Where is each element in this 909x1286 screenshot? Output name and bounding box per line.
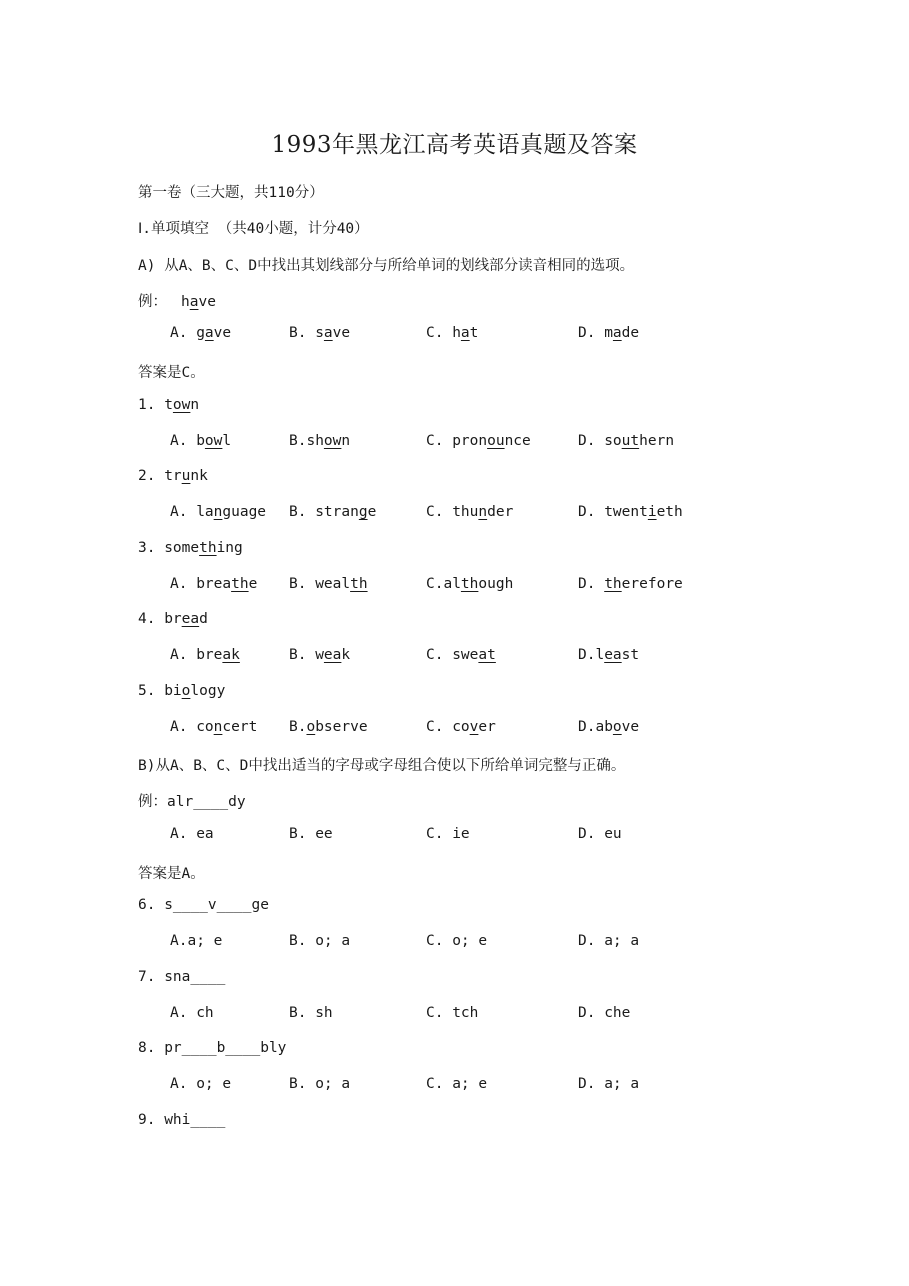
option-c: C. cover	[426, 719, 496, 735]
option-c: C. ie	[426, 826, 470, 842]
example-b-stem: 例：alr____dy	[138, 794, 246, 810]
question-7-options	[0, 1005, 909, 1025]
question-5-options	[0, 719, 909, 739]
option-c: C. o; e	[426, 933, 488, 949]
option-b: B. o; a	[289, 1076, 351, 1092]
option-c: C. pronounce	[426, 433, 531, 449]
option-b: B.observe	[289, 719, 368, 735]
option-d: D. therefore	[578, 576, 683, 592]
option-a: A. ch	[170, 1005, 214, 1021]
question-2-options	[0, 504, 909, 524]
option-b: B. strange	[289, 504, 377, 520]
option-d: D. eu	[578, 826, 622, 842]
option-a: A. breathe	[170, 576, 258, 592]
question-6-stem: 6. s____v____ge	[138, 897, 269, 913]
question-9-stem: 9. whi____	[138, 1112, 226, 1128]
option-d: D. southern	[578, 433, 675, 449]
question-8-options	[0, 1076, 909, 1096]
option-b: B.shown	[289, 433, 351, 449]
option-b: B. weak	[289, 647, 351, 663]
option-d: D.least	[578, 647, 640, 663]
example-a-answer: 答案是C。	[138, 365, 205, 381]
option-a: A. bowl	[170, 433, 232, 449]
question-3-stem: 3. something	[138, 540, 243, 556]
option-b: B. o; a	[289, 933, 351, 949]
question-6-options	[0, 933, 909, 953]
question-3-options	[0, 576, 909, 596]
option-b: B. wealth	[289, 576, 368, 592]
option-a: A. o; e	[170, 1076, 232, 1092]
example-b-options	[0, 826, 909, 846]
example-a-stem	[138, 290, 216, 311]
example-a-options	[0, 325, 909, 345]
option-a: A. break	[170, 647, 240, 663]
question-2-stem: 2. trunk	[138, 468, 208, 484]
option-a: A. language	[170, 504, 267, 520]
question-4-stem: 4. bread	[138, 611, 208, 627]
option-b: B. save	[289, 325, 351, 341]
option-a: A. gave	[170, 325, 232, 341]
page-title: 1993年黑龙江高考英语真题及答案	[271, 132, 638, 158]
option-c: C.although	[426, 576, 514, 592]
option-c: C. tch	[426, 1005, 479, 1021]
example-b-answer: 答案是A。	[138, 866, 205, 882]
option-c: C. thunder	[426, 504, 514, 520]
question-1-stem: 1. town	[138, 397, 200, 413]
question-7-stem: 7. sna____	[138, 969, 226, 985]
question-4-options	[0, 647, 909, 667]
option-d: D. made	[578, 325, 640, 341]
option-b: B. ee	[289, 826, 333, 842]
question-8-stem: 8. pr____b____bly	[138, 1040, 287, 1056]
option-a: A. concert	[170, 719, 258, 735]
option-a: A.a; e	[170, 933, 223, 949]
option-c: C. sweat	[426, 647, 496, 663]
option-b: B. sh	[289, 1005, 333, 1021]
section-a-instruction: A) 从A、B、C、D中找出其划线部分与所给单词的划线部分读音相同的选项。	[138, 258, 635, 274]
option-c: C. a; e	[426, 1076, 488, 1092]
volume-heading: 第一卷（三大题，共110分）	[138, 185, 324, 201]
option-c: C. hat	[426, 325, 479, 341]
question-5-stem: 5. biology	[138, 683, 226, 699]
option-d: D.above	[578, 719, 640, 735]
option-d: D. che	[578, 1005, 631, 1021]
part-heading: Ⅰ.单项填空 （共40小题，计分40）	[138, 221, 369, 237]
example-word: have	[181, 294, 216, 310]
option-a: A. ea	[170, 826, 214, 842]
option-d: D. twentieth	[578, 504, 683, 520]
option-d: D. a; a	[578, 1076, 640, 1092]
option-d: D. a; a	[578, 933, 640, 949]
example-label: 例：	[138, 294, 167, 310]
section-b-instruction: B)从A、B、C、D中找出适当的字母或字母组合使以下所给单词完整与正确。	[138, 758, 626, 774]
question-1-options	[0, 433, 909, 453]
